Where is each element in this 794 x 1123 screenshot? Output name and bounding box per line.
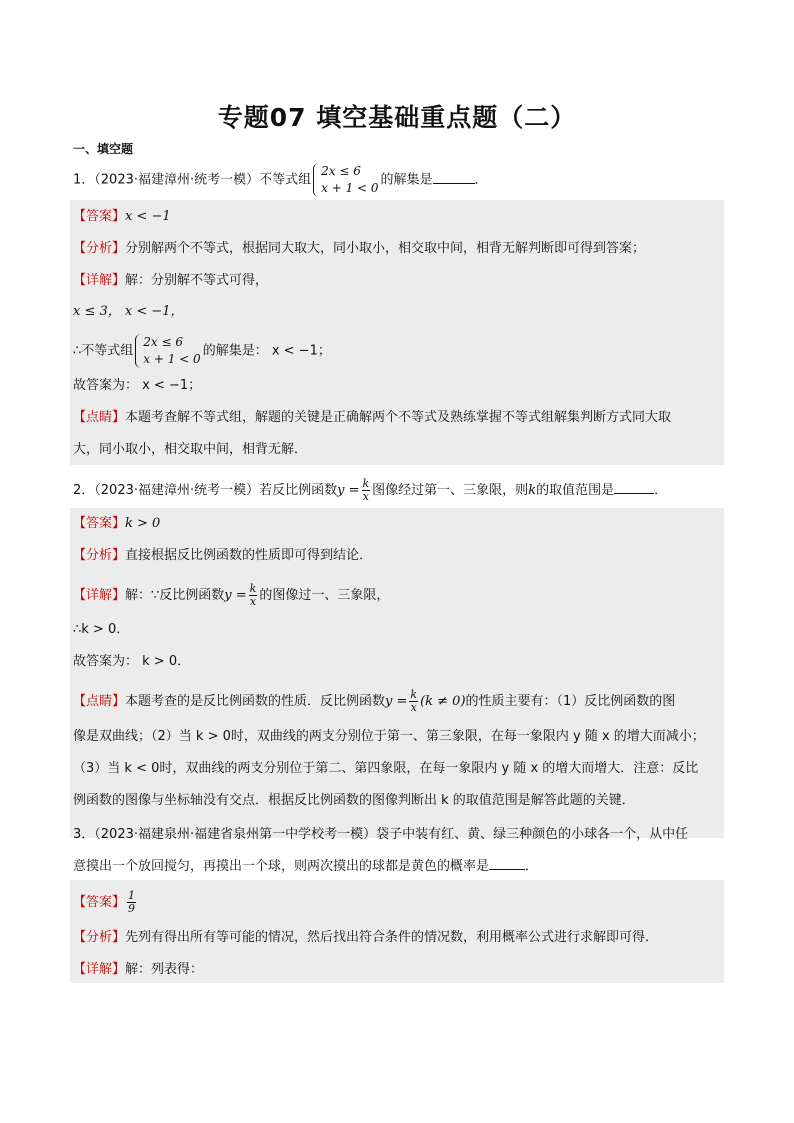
q1-question: 1．（2023·福建漳州·统考一模）不等式组 2x ≤ 6 x + 1 < 0 的解集是 ．	[73, 164, 488, 195]
q2-detail-fraction: $\frac{k}{x}$	[249, 582, 257, 608]
q2-detail-step: ∴k > 0．	[73, 622, 130, 637]
q2-answer-blank	[614, 481, 654, 494]
q1-inequality-system-repeat: 2x ≤ 6 x + 1 < 0	[135, 334, 200, 368]
q1-detail-step: x ≤ 3， x < −1，	[73, 304, 184, 319]
q2-comment-fraction: $\frac{k}{x}$	[410, 688, 418, 714]
q3-answer-fraction: $\frac{1}{9}$	[128, 889, 136, 915]
q1-answer: 【答案】x < −1	[73, 209, 171, 224]
q3-answer: 【答案】 $\frac{1}{9}$	[73, 889, 136, 915]
q3-detail: 【详解】解：列表得：	[73, 962, 204, 977]
q2-comment-cont2: （3）当 k < 0时，双曲线的两支分别位于第二、第四象限，在每一象限内 y 随 x 的增大而增大．注意：反比	[73, 761, 699, 776]
q2-question: 2．（2023·福建漳州·统考一模）若反比例函数y = $\frac{k}{x}$ 图像经过第一、三象限，则k的取值范围是 ．	[73, 477, 668, 503]
q2-comment-cont3: 例函数的图像与坐标轴没有交点．根据反比例函数的图像判断出 k 的取值范围是解答此题的关键．	[73, 793, 635, 808]
q1-analysis: 【分析】分别解两个不等式，根据同大取大，同小取小，相交取中间，相背无解判断即可得到答案；	[73, 241, 646, 256]
q1-suffix: 的解集是	[380, 172, 433, 188]
q2-fraction: $\frac{k}{x}$	[362, 477, 370, 503]
q1-comment-cont: 大，同小取小，相交取中间，相背无解．	[73, 442, 308, 457]
q3-question: 3．（2023·福建泉州·福建省泉州第一中学校考一模）袋子中装有红、黄、绿三种颜色的小球各一个，从中任	[73, 827, 689, 842]
q2-final: 故答案为： k > 0．	[73, 654, 191, 669]
q2-answer: 【答案】k > 0	[73, 516, 161, 531]
q1-final: 故答案为： x < −1；	[73, 378, 202, 393]
section-heading: 一、填空题	[73, 142, 134, 156]
q1-prefix: 1．（2023·福建漳州·统考一模）不等式组	[73, 172, 312, 188]
q1-answer-blank	[433, 171, 475, 184]
q3-analysis: 【分析】先列有得出所有等可能的情况，然后找出符合条件的情况数，利用概率公式进行求解即可得．	[73, 930, 659, 945]
q3-answer-blank	[489, 857, 525, 870]
q2-detail: 【详解】解：∵反比例函数y = $\frac{k}{x}$ 的图像过一、三象限，	[73, 582, 390, 608]
q1-comment: 【点睛】本题考查解不等式组，解题的关键是正确解两个不等式及熟练掌握不等式组解集判断方式同大取	[73, 410, 672, 425]
q1-detail: 【详解】解：分别解不等式可得，	[73, 273, 269, 288]
q3-question-cont: 意摸出一个放回搅匀，再摸出一个球，则两次摸出的球都是黄色的概率是 ．	[73, 859, 539, 874]
q2-comment-cont1: 像是双曲线；（2）当 k > 0时，双曲线的两支分别位于第一、第三象限，在每一象限内 y 随 x 的增大而减小；	[73, 729, 705, 744]
q1-detail-conclusion: ∴不等式组 2x ≤ 6 x + 1 < 0 的解集是： x < −1；	[73, 335, 331, 366]
q1-inequality-system: 2x ≤ 6 x + 1 < 0	[313, 163, 378, 197]
q2-analysis: 【分析】直接根据反比例函数的性质即可得到结论．	[73, 548, 373, 563]
q2-comment: 【点睛】本题考查的是反比例函数的性质．反比例函数y = $\frac{k}{x}$ (k ≠ 0)的性质主要有：（1）反比例函数的图	[73, 688, 676, 714]
page-title: 专题07 填空基础重点题（二）	[217, 103, 577, 132]
